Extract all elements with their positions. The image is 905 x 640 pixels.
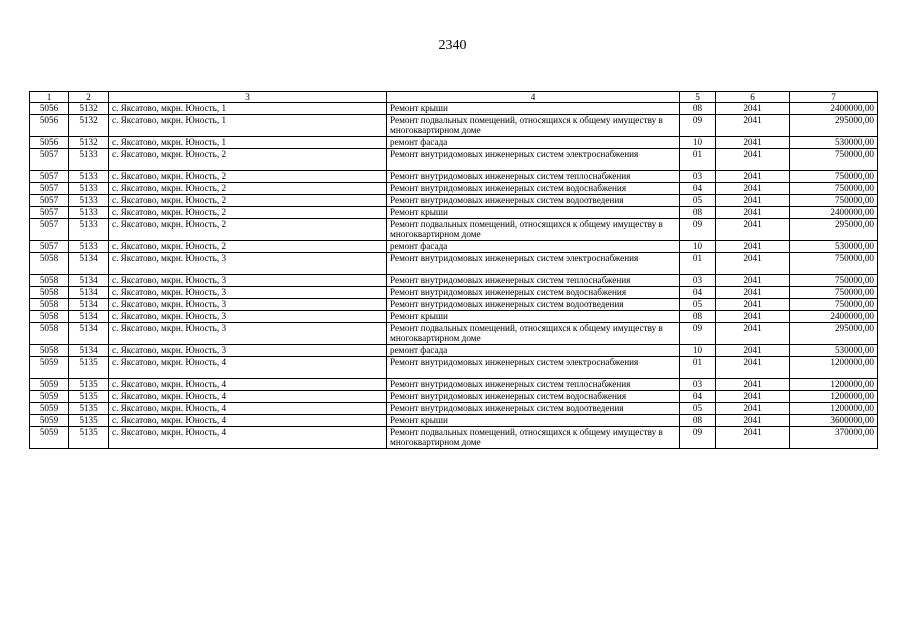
year-cell: 2041 [716, 345, 790, 357]
work-code-cell: 04 [680, 287, 716, 299]
year-cell: 2041 [716, 253, 790, 275]
row-number-cell: 5058 [30, 275, 69, 287]
address-cell: с. Яксатово, мкрн. Юность, 2 [109, 183, 387, 195]
address-cell: с. Яксатово, мкрн. Юность, 2 [109, 219, 387, 241]
year-cell: 2041 [716, 323, 790, 345]
work-code-cell: 05 [680, 195, 716, 207]
year-cell: 2041 [716, 149, 790, 171]
work-type-cell: Ремонт внутридомовых инженерных систем водоснабжения [387, 183, 680, 195]
address-cell: с. Яксатово, мкрн. Юность, 4 [109, 403, 387, 415]
row-number-cell: 5058 [30, 311, 69, 323]
address-cell: с. Яксатово, мкрн. Юность, 2 [109, 241, 387, 253]
amount-cell: 750000,00 [790, 287, 878, 299]
address-cell: с. Яксатово, мкрн. Юность, 3 [109, 299, 387, 311]
table-row [30, 299, 878, 311]
year-cell: 2041 [716, 391, 790, 403]
address-cell: с. Яксатово, мкрн. Юность, 1 [109, 103, 387, 115]
address-cell: с. Яксатово, мкрн. Юность, 4 [109, 379, 387, 391]
row-number-cell: 5057 [30, 195, 69, 207]
row-number-cell: 5057 [30, 149, 69, 171]
house-code-cell: 5133 [69, 219, 109, 241]
row-number-cell: 5057 [30, 171, 69, 183]
table-row [30, 275, 878, 287]
row-number-cell: 5056 [30, 115, 69, 137]
amount-cell: 750000,00 [790, 149, 878, 171]
address-cell: с. Яксатово, мкрн. Юность, 3 [109, 287, 387, 299]
amount-cell: 295000,00 [790, 323, 878, 345]
house-code-cell: 5135 [69, 379, 109, 391]
work-type-cell: Ремонт подвальных помещений, относящихся к общему имуществу в многоквартирном доме [387, 323, 680, 345]
amount-cell: 1200000,00 [790, 391, 878, 403]
work-code-cell: 04 [680, 391, 716, 403]
address-cell: с. Яксатово, мкрн. Юность, 1 [109, 115, 387, 137]
year-cell: 2041 [716, 415, 790, 427]
work-code-cell: 03 [680, 275, 716, 287]
house-code-cell: 5135 [69, 403, 109, 415]
header-row [30, 92, 878, 103]
amount-cell: 750000,00 [790, 183, 878, 195]
work-type-cell: ремонт фасада [387, 241, 680, 253]
work-code-cell: 05 [680, 299, 716, 311]
work-code-cell: 01 [680, 149, 716, 171]
work-type-cell: Ремонт внутридомовых инженерных систем водоотведения [387, 195, 680, 207]
address-cell: с. Яксатово, мкрн. Юность, 2 [109, 207, 387, 219]
address-cell: с. Яксатово, мкрн. Юность, 2 [109, 171, 387, 183]
row-number-cell: 5057 [30, 183, 69, 195]
year-cell: 2041 [716, 171, 790, 183]
house-code-cell: 5133 [69, 171, 109, 183]
amount-cell: 2400000,00 [790, 103, 878, 115]
table-row [30, 207, 878, 219]
work-type-cell: Ремонт подвальных помещений, относящихся к общему имуществу в многоквартирном доме [387, 427, 680, 449]
row-number-cell: 5057 [30, 219, 69, 241]
address-cell: с. Яксатово, мкрн. Юность, 3 [109, 275, 387, 287]
work-type-cell: Ремонт внутридомовых инженерных систем электроснабжения [387, 253, 680, 275]
work-code-cell: 01 [680, 253, 716, 275]
amount-cell: 750000,00 [790, 171, 878, 183]
amount-cell: 2400000,00 [790, 207, 878, 219]
row-number-cell: 5058 [30, 299, 69, 311]
address-cell: с. Яксатово, мкрн. Юность, 3 [109, 323, 387, 345]
amount-cell: 295000,00 [790, 115, 878, 137]
row-number-cell: 5058 [30, 323, 69, 345]
address-cell: с. Яксатово, мкрн. Юность, 1 [109, 137, 387, 149]
work-type-cell: Ремонт крыши [387, 103, 680, 115]
row-number-cell: 5059 [30, 379, 69, 391]
work-code-cell: 09 [680, 219, 716, 241]
table-row [30, 379, 878, 391]
year-cell: 2041 [716, 357, 790, 379]
row-number-cell: 5059 [30, 415, 69, 427]
year-cell: 2041 [716, 427, 790, 449]
amount-cell: 750000,00 [790, 275, 878, 287]
table-row [30, 137, 878, 149]
table-body [30, 92, 878, 449]
year-cell: 2041 [716, 311, 790, 323]
work-code-cell: 10 [680, 241, 716, 253]
row-number-cell: 5057 [30, 241, 69, 253]
work-code-cell: 03 [680, 379, 716, 391]
house-code-cell: 5132 [69, 103, 109, 115]
house-code-cell: 5135 [69, 357, 109, 379]
work-type-cell: Ремонт внутридомовых инженерных систем электроснабжения [387, 149, 680, 171]
house-code-cell: 5133 [69, 207, 109, 219]
house-code-cell: 5134 [69, 345, 109, 357]
year-cell: 2041 [716, 299, 790, 311]
address-cell: с. Яксатово, мкрн. Юность, 2 [109, 195, 387, 207]
work-code-cell: 09 [680, 427, 716, 449]
work-code-cell: 08 [680, 103, 716, 115]
work-type-cell: Ремонт внутридомовых инженерных систем теплоснабжения [387, 171, 680, 183]
amount-cell: 3600000,00 [790, 415, 878, 427]
row-number-cell: 5058 [30, 345, 69, 357]
work-code-cell: 01 [680, 357, 716, 379]
address-cell: с. Яксатово, мкрн. Юность, 4 [109, 427, 387, 449]
amount-cell: 750000,00 [790, 253, 878, 275]
year-cell: 2041 [716, 287, 790, 299]
address-cell: с. Яксатово, мкрн. Юность, 3 [109, 311, 387, 323]
header-cell: 1 [30, 92, 69, 103]
table-row [30, 115, 878, 137]
year-cell: 2041 [716, 195, 790, 207]
address-cell: с. Яксатово, мкрн. Юность, 2 [109, 149, 387, 171]
row-number-cell: 5059 [30, 427, 69, 449]
address-cell: с. Яксатово, мкрн. Юность, 3 [109, 253, 387, 275]
work-type-cell: Ремонт подвальных помещений, относящихся к общему имуществу в многоквартирном доме [387, 219, 680, 241]
year-cell: 2041 [716, 275, 790, 287]
work-type-cell: Ремонт внутридомовых инженерных систем электроснабжения [387, 357, 680, 379]
amount-cell: 1200000,00 [790, 357, 878, 379]
row-number-cell: 5059 [30, 391, 69, 403]
house-code-cell: 5133 [69, 195, 109, 207]
amount-cell: 1200000,00 [790, 379, 878, 391]
work-type-cell: Ремонт внутридомовых инженерных систем теплоснабжения [387, 379, 680, 391]
year-cell: 2041 [716, 207, 790, 219]
amount-cell: 750000,00 [790, 299, 878, 311]
amount-cell: 1200000,00 [790, 403, 878, 415]
header-cell: 7 [790, 92, 878, 103]
work-type-cell: Ремонт крыши [387, 311, 680, 323]
amount-cell: 530000,00 [790, 345, 878, 357]
work-type-cell: Ремонт внутридомовых инженерных систем водоснабжения [387, 287, 680, 299]
header-cell: 5 [680, 92, 716, 103]
address-cell: с. Яксатово, мкрн. Юность, 4 [109, 357, 387, 379]
work-code-cell: 03 [680, 171, 716, 183]
table-row [30, 103, 878, 115]
row-number-cell: 5056 [30, 137, 69, 149]
table-row [30, 149, 878, 171]
header-cell: 3 [109, 92, 387, 103]
address-cell: с. Яксатово, мкрн. Юность, 4 [109, 391, 387, 403]
table-row [30, 391, 878, 403]
house-code-cell: 5132 [69, 115, 109, 137]
work-type-cell: Ремонт внутридомовых инженерных систем теплоснабжения [387, 275, 680, 287]
work-type-cell: ремонт фасада [387, 137, 680, 149]
year-cell: 2041 [716, 403, 790, 415]
page-number: 2340 [438, 38, 467, 53]
table-row [30, 311, 878, 323]
header-cell: 6 [716, 92, 790, 103]
row-number-cell: 5058 [30, 253, 69, 275]
work-code-cell: 10 [680, 345, 716, 357]
year-cell: 2041 [716, 137, 790, 149]
work-code-cell: 05 [680, 403, 716, 415]
work-type-cell: Ремонт внутридомовых инженерных систем водоснабжения [387, 391, 680, 403]
repair-table [29, 91, 878, 449]
work-code-cell: 08 [680, 311, 716, 323]
amount-cell: 530000,00 [790, 137, 878, 149]
row-number-cell: 5058 [30, 287, 69, 299]
table-row [30, 415, 878, 427]
table-row [30, 345, 878, 357]
header-cell: 2 [69, 92, 109, 103]
table-row [30, 171, 878, 183]
work-code-cell: 10 [680, 137, 716, 149]
work-type-cell: Ремонт крыши [387, 415, 680, 427]
year-cell: 2041 [716, 241, 790, 253]
row-number-cell: 5056 [30, 103, 69, 115]
table-row [30, 287, 878, 299]
header-cell: 4 [387, 92, 680, 103]
house-code-cell: 5133 [69, 183, 109, 195]
house-code-cell: 5135 [69, 391, 109, 403]
work-code-cell: 08 [680, 415, 716, 427]
house-code-cell: 5134 [69, 311, 109, 323]
table-row [30, 195, 878, 207]
work-type-cell: Ремонт подвальных помещений, относящихся к общему имуществу в многоквартирном доме [387, 115, 680, 137]
house-code-cell: 5134 [69, 299, 109, 311]
work-type-cell: ремонт фасада [387, 345, 680, 357]
year-cell: 2041 [716, 219, 790, 241]
row-number-cell: 5059 [30, 357, 69, 379]
house-code-cell: 5134 [69, 323, 109, 345]
table-row [30, 219, 878, 241]
row-number-cell: 5059 [30, 403, 69, 415]
house-code-cell: 5135 [69, 415, 109, 427]
table-row [30, 253, 878, 275]
amount-cell: 370000,00 [790, 427, 878, 449]
work-code-cell: 09 [680, 323, 716, 345]
amount-cell: 750000,00 [790, 195, 878, 207]
table-row [30, 357, 878, 379]
house-code-cell: 5134 [69, 253, 109, 275]
address-cell: с. Яксатово, мкрн. Юность, 3 [109, 345, 387, 357]
house-code-cell: 5134 [69, 275, 109, 287]
house-code-cell: 5133 [69, 241, 109, 253]
work-code-cell: 08 [680, 207, 716, 219]
table-row [30, 241, 878, 253]
amount-cell: 530000,00 [790, 241, 878, 253]
house-code-cell: 5132 [69, 137, 109, 149]
work-code-cell: 09 [680, 115, 716, 137]
work-type-cell: Ремонт внутридомовых инженерных систем водоотведения [387, 299, 680, 311]
year-cell: 2041 [716, 379, 790, 391]
address-cell: с. Яксатово, мкрн. Юность, 4 [109, 415, 387, 427]
year-cell: 2041 [716, 115, 790, 137]
house-code-cell: 5134 [69, 287, 109, 299]
house-code-cell: 5135 [69, 427, 109, 449]
amount-cell: 2400000,00 [790, 311, 878, 323]
table-row [30, 427, 878, 449]
work-type-cell: Ремонт крыши [387, 207, 680, 219]
table-row [30, 183, 878, 195]
amount-cell: 295000,00 [790, 219, 878, 241]
table-row [30, 323, 878, 345]
house-code-cell: 5133 [69, 149, 109, 171]
year-cell: 2041 [716, 183, 790, 195]
table-row [30, 403, 878, 415]
work-type-cell: Ремонт внутридомовых инженерных систем водоотведения [387, 403, 680, 415]
row-number-cell: 5057 [30, 207, 69, 219]
work-code-cell: 04 [680, 183, 716, 195]
year-cell: 2041 [716, 103, 790, 115]
